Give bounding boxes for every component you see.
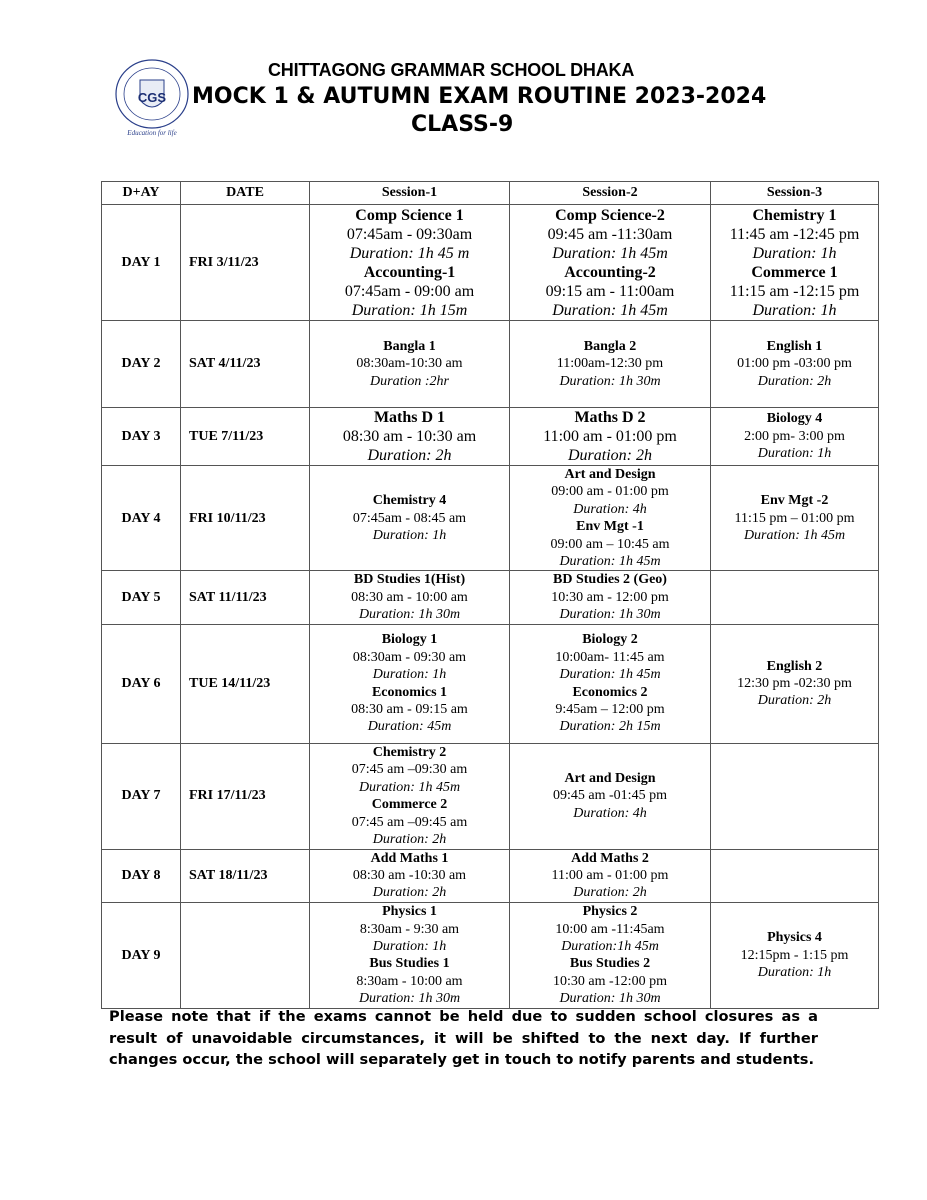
column-header: Session-1: [310, 182, 510, 205]
subject-name: Maths D 2: [574, 409, 646, 426]
subject-name: English 1: [766, 338, 823, 354]
exam-duration: Duration:1h 45m: [561, 938, 659, 954]
subject-name: Maths D 1: [373, 409, 446, 426]
table-row: [102, 466, 879, 571]
subject-name: BD Studies 2 (Geo): [553, 572, 667, 588]
exam-time: 11:00am-12:30 pm: [556, 356, 664, 372]
exam-duration: Duration: 1h: [752, 244, 837, 262]
date-cell: FRI 3/11/23: [181, 205, 310, 321]
exam-time: 8:30am - 10:00 am: [356, 973, 463, 989]
subject-name: Chemistry 1: [752, 206, 837, 224]
exam-duration: Duration: 1h 30m: [358, 607, 461, 623]
table-row: [102, 321, 879, 408]
session-cell: [310, 743, 510, 849]
exam-time: 11:15 am -12:15 pm: [729, 282, 860, 300]
subject-name: Env Mgt -1: [576, 519, 644, 535]
subject-name: Chemistry 2: [372, 744, 447, 760]
column-header: Session-2: [510, 182, 711, 205]
closure-note: Please note that if the exams cannot be held due to sudden school closures as a result of unavoidable circumstances, it will be shifted to the next day. If further changes occur, the school will separately get in touch to notify parents and students.: [109, 1008, 818, 1068]
exam-duration: Duration :2hr: [370, 373, 449, 389]
exam-time: 08:30 am - 09:15 am: [351, 702, 468, 718]
subject-name: Comp Science 1: [355, 206, 464, 224]
day-cell: DAY 2: [102, 321, 181, 408]
subject-name: Bangla 2: [583, 338, 637, 354]
session-cell: [510, 624, 711, 743]
exam-duration: Duration: 1h 45m: [552, 301, 668, 319]
table-header-row: [102, 182, 879, 205]
exam-time: 09:45 am -01:45 pm: [553, 788, 667, 804]
session-cell: [711, 205, 879, 321]
svg-text:CGS: CGS: [137, 90, 167, 105]
date-cell: SAT 18/11/23: [181, 849, 310, 902]
subject-name: Art and Design: [564, 467, 656, 482]
exam-time: 8:30am - 9:30 am: [359, 921, 460, 937]
exam-duration: Duration: 2h: [372, 831, 447, 847]
session-cell: [711, 571, 879, 624]
exam-time: 10:30 am - 12:00 pm: [551, 589, 669, 605]
exam-duration: Duration: 1h 30m: [559, 373, 661, 389]
session-cell: [310, 902, 510, 1008]
day-cell: DAY 5: [102, 571, 181, 624]
session-cell: [310, 205, 510, 321]
day-cell: DAY 3: [102, 408, 181, 466]
exam-time: 11:00 am - 01:00 pm: [543, 428, 677, 445]
day-cell: DAY 9: [102, 902, 181, 1008]
exam-duration: Duration: 1h 45m: [559, 554, 661, 570]
subject-name: Env Mgt -2: [760, 493, 829, 509]
exam-time: 07:45am - 09:30am: [346, 225, 473, 243]
subject-name: Chemistry 4: [372, 493, 447, 509]
exam-time: 07:45 am –09:45 am: [351, 814, 468, 830]
exam-time: 08:30 am -10:30 am: [352, 868, 467, 884]
exam-time: 2:00 pm- 3:00 pm: [744, 428, 845, 444]
subject-name: Bangla 1: [383, 338, 436, 354]
session-cell: [510, 466, 711, 571]
exam-duration: Duration: 2h: [757, 373, 832, 389]
session-cell: [310, 571, 510, 624]
exam-time: 12:15pm - 1:15 pm: [740, 947, 849, 963]
exam-time: 08:30am-10:30 am: [356, 356, 463, 372]
day-cell: DAY 1: [102, 205, 181, 321]
subject-name: Physics 2: [582, 904, 638, 920]
session-cell: [510, 902, 711, 1008]
exam-time: 11:15 pm – 01:00 pm: [734, 510, 855, 526]
subject-name: Bus Studies 1: [369, 956, 450, 972]
exam-time: 08:30am - 09:30 am: [352, 649, 467, 665]
table-row: [102, 408, 879, 466]
exam-duration: Duration: 4h: [573, 501, 647, 517]
table-row: [102, 849, 879, 902]
subject-name: Accounting-2: [564, 263, 656, 281]
exam-time: 10:30 am -12:00 pm: [553, 973, 667, 989]
exam-duration: Duration: 1h: [372, 667, 447, 683]
exam-duration: Duration: 2h 15m: [559, 719, 661, 735]
subject-name: Economics 1: [371, 684, 448, 700]
table-row: [102, 205, 879, 321]
exam-time: 09:15 am - 11:00am: [545, 282, 675, 300]
session-cell: [711, 408, 879, 466]
subject-name: Add Maths 2: [571, 850, 649, 866]
date-cell: FRI 10/11/23: [181, 466, 310, 571]
exam-time: 07:45am - 08:45 am: [352, 510, 467, 526]
exam-time: 9:45am – 12:00 pm: [555, 702, 665, 718]
exam-time: 11:00 am - 01:00 pm: [551, 868, 669, 884]
subject-name: Commerce 1: [751, 263, 838, 281]
exam-duration: Duration: 1h 45m: [743, 527, 846, 543]
subject-name: Physics 4: [767, 930, 822, 946]
exam-duration: Duration: 2h: [568, 447, 652, 464]
day-cell: DAY 8: [102, 849, 181, 902]
date-cell: SAT 11/11/23: [181, 571, 310, 624]
subject-name: Physics 1: [382, 904, 437, 920]
exam-time: 09:45 am -11:30am: [547, 225, 673, 243]
column-header: D+AY: [102, 182, 181, 205]
exam-duration: Duration: 1h 45 m: [349, 244, 470, 262]
table-row: [102, 902, 879, 1008]
exam-duration: Duration: 1h 30m: [559, 607, 661, 623]
subject-name: Comp Science-2: [555, 206, 665, 224]
exam-duration: Duration: 1h 30m: [559, 991, 661, 1007]
session-cell: [310, 466, 510, 571]
date-cell: FRI 17/11/23: [181, 743, 310, 849]
school-name: CHITTAGONG GRAMMAR SCHOOL DHAKA: [268, 60, 635, 80]
table-row: [102, 624, 879, 743]
exam-time: 08:30 am - 10:30 am: [342, 428, 477, 445]
exam-time: 10:00 am -11:45am: [555, 921, 665, 937]
session-cell: [510, 205, 711, 321]
svg-text:Education for life: Education for life: [127, 129, 177, 137]
subject-name: Biology 4: [766, 411, 823, 427]
exam-duration: Duration: 2h: [757, 693, 832, 709]
day-cell: DAY 4: [102, 466, 181, 571]
exam-duration: Duration: 1h 15m: [351, 301, 468, 319]
session-cell: [711, 321, 879, 408]
date-cell: SAT 4/11/23: [181, 321, 310, 408]
exam-duration: Duration: 1h: [372, 527, 447, 543]
session-cell: [310, 321, 510, 408]
exam-time: 07:45 am –09:30 am: [351, 762, 468, 778]
exam-duration: Duration: 1h 45m: [552, 244, 668, 262]
table-row: [102, 743, 879, 849]
date-cell: TUE 7/11/23: [181, 408, 310, 466]
subject-name: Accounting-1: [363, 263, 456, 281]
exam-routine-table: [101, 181, 879, 1009]
session-cell: [711, 849, 879, 902]
exam-time: 10:00am- 11:45 am: [555, 649, 665, 665]
exam-duration: Duration: 2h: [573, 885, 647, 901]
session-cell: [711, 743, 879, 849]
session-cell: [510, 571, 711, 624]
session-cell: [310, 624, 510, 743]
subject-name: Biology 2: [582, 632, 638, 648]
exam-time: 12:30 pm -02:30 pm: [737, 675, 852, 691]
exam-time: 09:00 am - 01:00 pm: [551, 484, 669, 500]
session-cell: [510, 849, 711, 902]
exam-duration: Duration: 2h: [367, 447, 452, 464]
exam-time: 08:30 am - 10:00 am: [351, 589, 468, 605]
day-cell: DAY 7: [102, 743, 181, 849]
school-logo: [110, 58, 194, 138]
exam-duration: Duration: 45m: [367, 719, 452, 735]
column-header: Session-3: [711, 182, 879, 205]
session-cell: [510, 743, 711, 849]
date-cell: TUE 14/11/23: [181, 624, 310, 743]
session-cell: [711, 466, 879, 571]
exam-duration: Duration: 2h: [372, 885, 447, 901]
column-header: DATE: [181, 182, 310, 205]
session-cell: [310, 408, 510, 466]
exam-time: 01:00 pm -03:00 pm: [737, 356, 852, 372]
session-cell: [510, 408, 711, 466]
exam-duration: Duration: 1h 30m: [358, 991, 461, 1007]
exam-duration: Duration: 1h: [752, 301, 837, 319]
exam-duration: Duration: 1h 45m: [358, 779, 461, 795]
date-cell: [181, 902, 310, 1008]
exam-duration: Duration: 1h: [757, 446, 832, 462]
subject-name: BD Studies 1(Hist): [353, 572, 466, 588]
exam-time: 11:45 am -12:45 pm: [729, 225, 860, 243]
subject-name: Bus Studies 2: [569, 956, 651, 972]
exam-duration: Duration: 1h 45m: [559, 667, 661, 683]
session-cell: [711, 902, 879, 1008]
exam-duration: Duration: 4h: [573, 805, 647, 821]
day-cell: DAY 6: [102, 624, 181, 743]
exam-duration: Duration: 1h: [757, 965, 832, 981]
table-row: [102, 571, 879, 624]
exam-time: 09:00 am – 10:45 am: [550, 536, 670, 552]
subject-name: Art and Design: [564, 771, 656, 787]
subject-name: English 2: [766, 658, 823, 674]
exam-title: MOCK 1 & AUTUMN EXAM ROUTINE 2023-2024: [192, 84, 767, 109]
session-cell: [711, 624, 879, 743]
exam-time: 07:45am - 09:00 am: [344, 282, 475, 300]
subject-name: Economics 2: [572, 684, 648, 700]
session-cell: [310, 849, 510, 902]
class-label: CLASS-9: [411, 112, 514, 137]
subject-name: Biology 1: [381, 632, 438, 648]
subject-name: Add Maths 1: [370, 850, 449, 866]
subject-name: Commerce 2: [371, 797, 448, 813]
exam-duration: Duration: 1h: [372, 938, 447, 954]
session-cell: [510, 321, 711, 408]
